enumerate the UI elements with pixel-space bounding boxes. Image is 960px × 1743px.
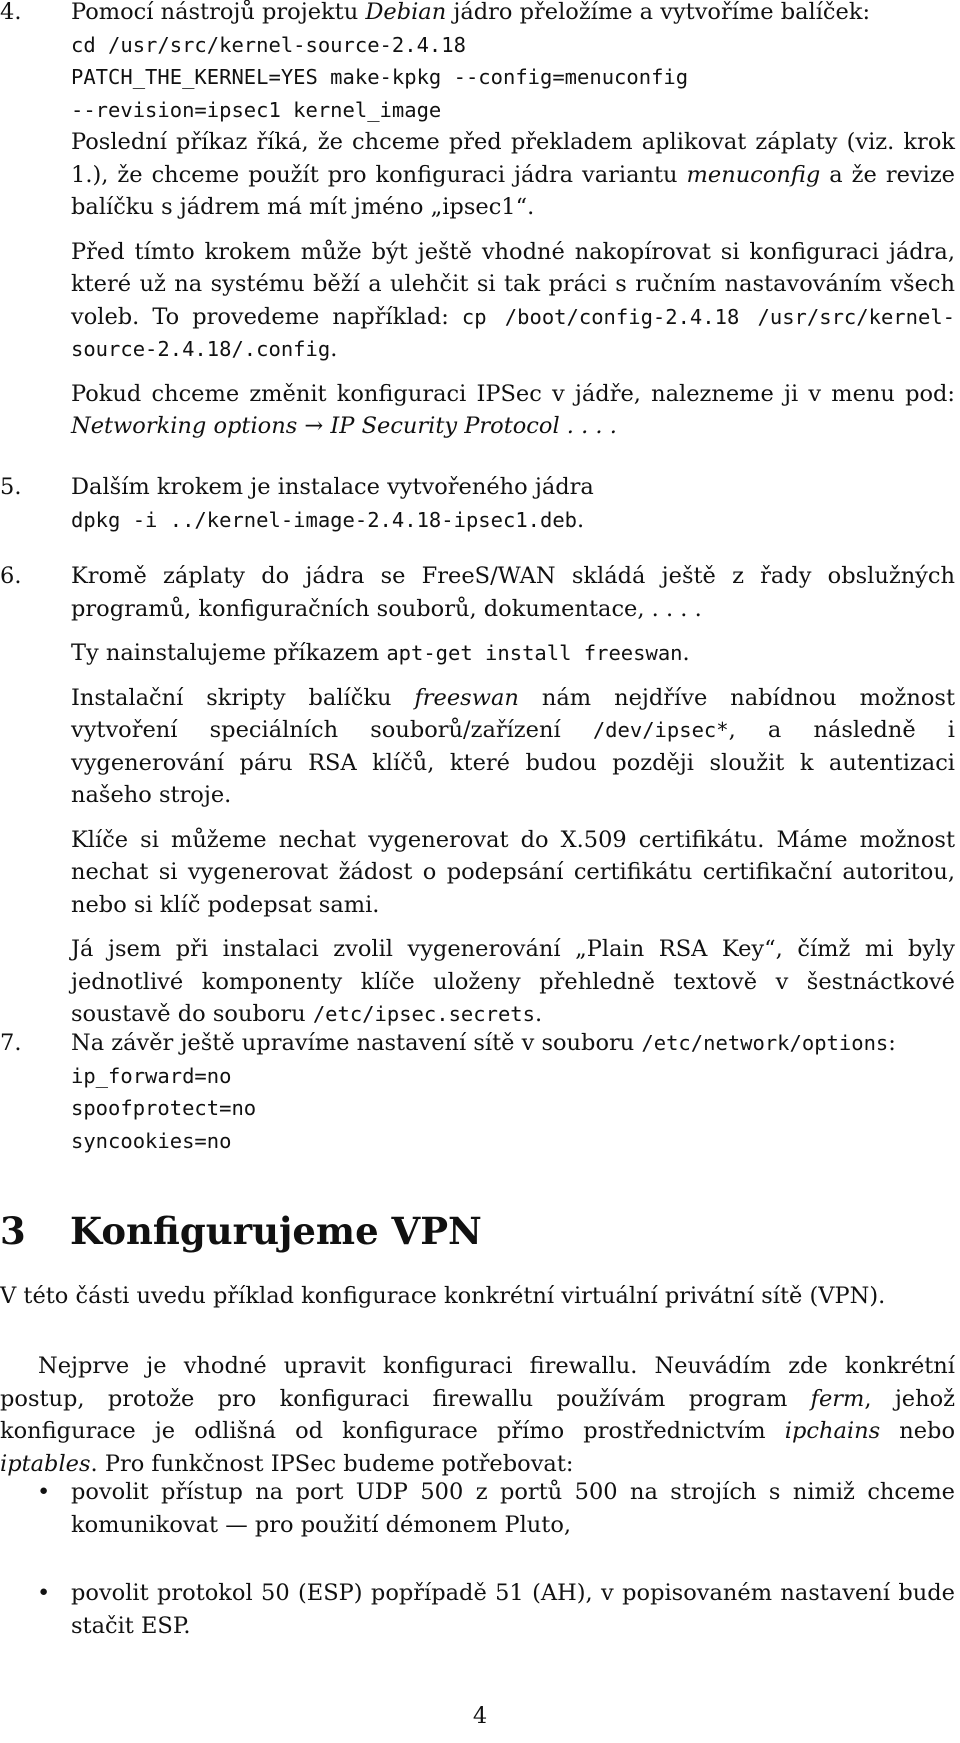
text: . bbox=[682, 640, 690, 666]
inline-code: apt-get install freeswan bbox=[386, 641, 683, 665]
list-body bbox=[71, 1027, 955, 1157]
text: Pomocí nástrojů projektu bbox=[71, 0, 359, 25]
text: Instalační skripty balíčku bbox=[71, 684, 392, 711]
item4-paragraph-2 bbox=[71, 236, 955, 366]
list-body bbox=[71, 471, 955, 536]
text: , a následně i vygenerování páru RSA klíčů, které budou později sloužit k autentizaci našeho stroje. bbox=[71, 717, 955, 808]
inline-code: /etc/network/options bbox=[641, 1031, 889, 1055]
code-line: cd /usr/src/kernel-source-2.4.18 bbox=[71, 32, 466, 57]
emphasis: Debian bbox=[365, 0, 447, 25]
text: Na závěr ještě upravíme nastavení sítě v souboru bbox=[71, 1030, 635, 1056]
text: . Pro funkčnost IPSec budeme potřebovat: bbox=[90, 1450, 574, 1477]
list-number: 5. bbox=[0, 474, 22, 500]
text: Já jsem při instalaci zvolil vygenerování „Plain RSA Key“, čímž mi byly jednotlivé komponenty klíče uloženy přehledně textově v šestnáctkové soustavě do souboru bbox=[71, 936, 955, 1027]
emphasis: ipchains bbox=[784, 1418, 881, 1444]
code-line: ip_forward=no bbox=[71, 1063, 232, 1088]
inline-code: /dev/ipsec* bbox=[592, 718, 729, 742]
page-number: 4 bbox=[472, 1703, 488, 1729]
bullet-icon: • bbox=[37, 1580, 51, 1606]
item5-text: Dalším krokem je instalace vytvořeného jádra bbox=[71, 474, 594, 500]
section-number: 3 bbox=[0, 1209, 26, 1253]
text: . bbox=[330, 336, 338, 362]
item6-paragraph-1: Kromě záplaty do jádra se FreeS/WAN skládá ještě z řady obslužných programů, konfiguračních souborů, dokumentace, . . . . bbox=[71, 563, 955, 622]
menu-path: Networking options → IP Security Protocol . . . . bbox=[71, 413, 617, 439]
section-heading bbox=[0, 1208, 482, 1254]
item4-paragraph-3 bbox=[71, 378, 955, 443]
text: , jehož konfigurace je odlišná od konfigurace přímo prostřednictvím bbox=[0, 1385, 955, 1444]
code-line: PATCH_THE_KERNEL=YES make-kpkg --config=menuconfig bbox=[71, 65, 689, 89]
text: a že revize balíčku s jádrem má mít jméno „ipsec1“. bbox=[71, 161, 955, 220]
section-intro: V této části uvedu příklad konfigurace konkrétní virtuální privátní sítě (VPN). bbox=[0, 1283, 886, 1309]
emphasis: menuconfig bbox=[686, 161, 821, 188]
text: Před tímto krokem může být ještě vhodné nakopírovat si konfiguraci jádra, které už na systému běží a ulehčit si tak práci s ručním nastavováním všech voleb. To provedeme například: bbox=[71, 238, 955, 330]
section-title: Konfigurujeme VPN bbox=[70, 1209, 482, 1253]
text: . bbox=[577, 506, 585, 533]
text: jádro přeložíme a vytvoříme balíček: bbox=[453, 0, 871, 25]
text: . bbox=[534, 1001, 543, 1027]
code-line: spoofprotect=no bbox=[71, 1096, 257, 1120]
item7-text bbox=[71, 1027, 955, 1060]
inline-code: dpkg -i ../kernel-image-2.4.18-ipsec1.deb bbox=[71, 507, 578, 532]
code-line: syncookies=no bbox=[71, 1128, 232, 1153]
list-body bbox=[71, 560, 955, 1031]
item4-paragraph-1 bbox=[71, 126, 955, 224]
list-body bbox=[71, 0, 955, 443]
firewall-paragraph bbox=[0, 1350, 955, 1480]
item6-paragraph-2 bbox=[71, 637, 955, 670]
emphasis: iptables bbox=[0, 1450, 91, 1477]
text: nám nejdříve nabídnou možnost vytvoření speciálních souborů/zařízení bbox=[71, 684, 956, 743]
item4-intro bbox=[71, 0, 955, 29]
text: nebo bbox=[899, 1418, 956, 1444]
text: Poslední příkaz říká, že chceme před překladem aplikovat záplaty (viz. krok 1.), že chceme použít pro konfiguraci jádra variantu bbox=[71, 129, 955, 188]
bullet-icon: • bbox=[37, 1479, 51, 1505]
emphasis: ferm bbox=[810, 1385, 865, 1412]
inline-code: cp /boot/config-2.4.18 /usr/src/kernel-source-2.4.18/.config bbox=[71, 304, 956, 361]
list-number: 4. bbox=[0, 0, 22, 25]
emphasis: freeswan bbox=[414, 684, 519, 711]
text: Pokud chceme změnit konfiguraci IPSec v jádře, nalezneme ji v menu pod: bbox=[71, 380, 955, 407]
text: : bbox=[888, 1030, 896, 1056]
list-number: 6. bbox=[0, 563, 22, 589]
bullet-text: povolit přístup na port UDP 500 z portů 500 na strojích s nimiž chceme komunikovat — pro použití démonem Pluto, bbox=[71, 1479, 955, 1538]
item6-paragraph-5 bbox=[71, 933, 955, 1031]
code-line: --revision=ipsec1 kernel_image bbox=[71, 97, 442, 122]
text: Nejprve je vhodné upravit konfiguraci firewallu. Neuvádím zde konkrétní postup, protože pro konfiguraci firewallu používám program bbox=[0, 1353, 955, 1412]
text: Ty nainstalujeme příkazem bbox=[71, 640, 380, 666]
item6-paragraph-3 bbox=[71, 682, 955, 812]
inline-code: /etc/ipsec.secrets bbox=[312, 1002, 535, 1026]
list-number: 7. bbox=[0, 1030, 22, 1056]
bullet-text: povolit protokol 50 (ESP) popřípadě 51 (AH), v popisovaném nastavení bude stačit ESP. bbox=[71, 1580, 955, 1639]
item6-paragraph-4: Klíče si můžeme nechat vygenerovat do X.509 certifikátu. Máme možnost nechat si vygenerovat žádost o podepsání certifikátu certifikační autoritou, nebo si klíč podepsat sami. bbox=[71, 826, 955, 918]
